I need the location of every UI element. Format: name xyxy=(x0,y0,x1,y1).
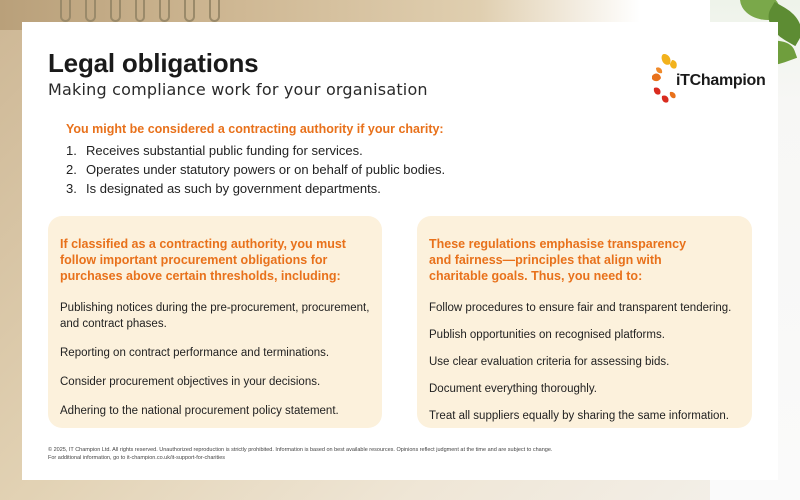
list-item: 1. Receives substantial public funding for services. xyxy=(66,143,363,158)
copyright-notice: © 2025, IT Champion Ltd. All rights reserved. Unauthorized reproduction is strictly prohibited. Information is based on best available resources. Opinions reflect judgment at the time and are subject to change. xyxy=(48,447,553,453)
list-item: Consider procurement objectives in your decisions. xyxy=(60,376,321,388)
notebook-spiral xyxy=(60,0,220,24)
list-item: Reporting on contract performance and terminations. xyxy=(60,347,330,359)
copyright-footer xyxy=(48,446,748,462)
list-item: Publishing notices during the pre-procurement, procurement, and contract phases. xyxy=(60,302,370,330)
criteria-heading: You might be considered a contracting authority if your charity: xyxy=(66,122,444,136)
panel-heading: If classified as a contracting authority, you must follow important procurement obligations for purchases above certain thresholds, including: xyxy=(60,237,346,283)
list-item: Use clear evaluation criteria for assessing bids. xyxy=(429,356,670,368)
logo-wordmark xyxy=(676,72,765,90)
logo-prefix: iT xyxy=(676,72,690,89)
list-item: 2. Operates under statutory powers or on behalf of public bodies. xyxy=(66,162,446,177)
requirements-list xyxy=(429,300,740,424)
contracting-authority-criteria xyxy=(66,122,626,198)
list-item: Treat all suppliers equally by sharing the same information. xyxy=(429,410,729,422)
it-champion-logo xyxy=(648,52,766,108)
transparency-principles-panel xyxy=(417,216,752,428)
list-item: Adhering to the national procurement policy statement. xyxy=(60,405,339,417)
procurement-obligations-panel xyxy=(48,216,382,428)
slide-subtitle: Making compliance work for your organisation xyxy=(48,80,428,99)
list-item: Follow procedures to ensure fair and transparent tendering. xyxy=(429,302,732,314)
info-link-text: For additional information, go to it-champion.co.uk/it-support-for-charities xyxy=(48,455,225,461)
list-item: 3. Is designated as such by government departments. xyxy=(66,181,381,196)
slide-card xyxy=(22,22,778,480)
slide-title: Legal obligations xyxy=(48,48,259,78)
obligations-list xyxy=(60,300,370,419)
list-item: Publish opportunities on recognised platforms. xyxy=(429,329,665,341)
logo-name: Champion xyxy=(689,72,766,89)
criteria-list xyxy=(66,141,626,198)
list-item: Document everything thoroughly. xyxy=(429,383,597,395)
panel-heading: These regulations emphasise transparency and fairness—principles that align with charitable goals. Thus, you need to: xyxy=(429,237,687,283)
